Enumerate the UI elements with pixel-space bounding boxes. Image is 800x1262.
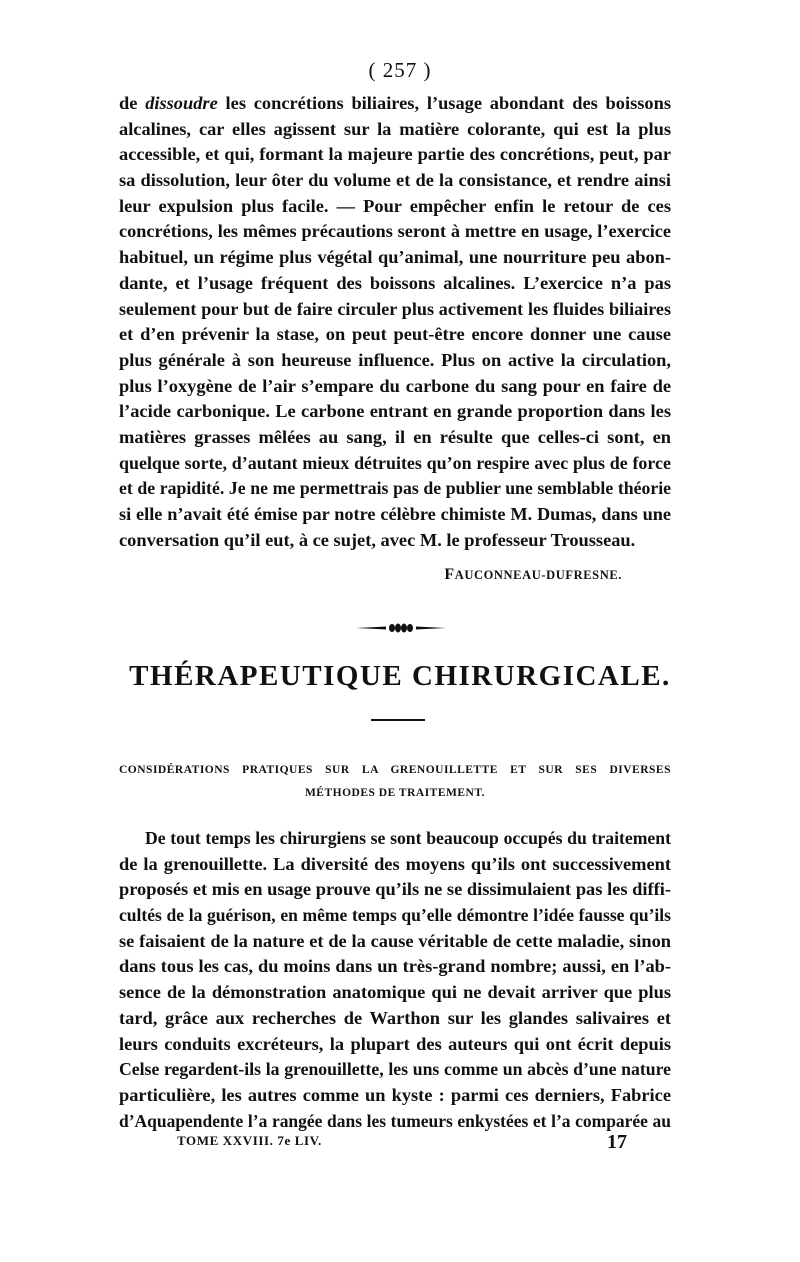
title-rule xyxy=(371,719,425,721)
text-line: tard, grâce aux recherches de Warthon sur les glandes salivaires et xyxy=(119,1007,671,1028)
text-line: et d’en prévenir la stase, on peut peut-être encore donner une cause xyxy=(119,324,671,345)
text-line: accessible, et qui, formant la majeure partie des concrétions, peut, par xyxy=(119,144,671,165)
volume-reference: TOME XXVIII. 7e LIV. xyxy=(177,1133,322,1148)
text-line: l’acide carbonique. Le carbone entrant en grande proportion dans les xyxy=(119,401,671,422)
text-line: leur expulsion plus facile. — Pour empêcher enfin le retour de ces xyxy=(119,195,671,216)
text-line: de la grenouillette. La diversité des moyens qu’ils ont successivement xyxy=(119,853,671,874)
text-line: et de rapidité. Je ne me permettrais pas de publier une semblable théorie xyxy=(119,478,671,499)
text-line: se faisaient de la nature et de la cause véritable de cette maladie, sinon xyxy=(119,930,671,951)
subtitle-line: MÉTHODES DE TRAITEMENT. xyxy=(304,787,486,799)
text-line: alcalines, car elles agissent sur la matière colorante, qui est la plus xyxy=(119,118,671,139)
text-line: Celse regardent-ils la grenouillette, les uns comme un abcès d’une nature xyxy=(119,1059,671,1080)
text-line: concrétions, les mêmes précautions seront à mettre en usage, l’exercice xyxy=(119,221,671,242)
text-line: sa dissolution, leur ôter du volume et de la consistance, et rendre ainsi xyxy=(119,170,671,191)
text-line: conversation qu’il eut, à ce sujet, avec M. le professeur Trousseau. xyxy=(119,529,636,550)
signature-mark: 17 xyxy=(607,1131,627,1153)
ornament-divider xyxy=(356,622,446,634)
text-line: dante, et l’usage fréquent des boissons alcalines. L’exercice n’a pas xyxy=(119,272,671,293)
text-line: quelque sorte, d’autant mieux détruites qu’on respire avec plus de force xyxy=(119,452,671,473)
text-line: particulière, les autres comme un kyste : parmi ces derniers, Fabrice xyxy=(119,1084,671,1105)
text-line: d’Aquapendente l’a rangée dans les tumeurs enkystées et l’a comparée au xyxy=(119,1110,671,1131)
text-line: cultés de la guérison, en même temps qu’elle démontre l’idée fausse qu’ils xyxy=(119,905,671,926)
text-line: plus l’oxygène de l’air s’empare du carbone du sang pour en faire de xyxy=(119,375,671,396)
body-paragraph-1 xyxy=(119,91,671,553)
article-subtitle xyxy=(119,759,671,805)
section-title: THÉRAPEUTIQUE CHIRURGICALE. xyxy=(129,660,671,692)
text-line: seulement pour but de faire circuler plus activement les fluides biliaires xyxy=(119,298,671,319)
page-footer xyxy=(177,1131,627,1153)
author-signature: FAUCONNEAU-DUFRESNE. xyxy=(444,566,622,583)
text-line: de dissoudre les concrétions biliaires, l’usage abondant des boissons xyxy=(119,93,671,113)
emphasized-word: dissoudre xyxy=(145,93,218,113)
page-number: ( 257 ) xyxy=(368,58,432,82)
subtitle-line: CONSIDÉRATIONS PRATIQUES SUR LA GRENOUILLETTE ET SUR SES DIVERSES xyxy=(119,764,671,776)
body-paragraph-2 xyxy=(119,826,671,1134)
text-line: proposés et mis en usage prouve qu’ils ne se dissimulaient pas les diffi- xyxy=(119,879,671,900)
text-line: dans tous les cas, du moins dans un très-grand nombre; aussi, en l’ab- xyxy=(119,956,671,977)
text-line: habituel, un régime plus végétal qu’animal, une nourriture peu abon- xyxy=(119,247,671,268)
text-line: si elle n’avait été émise par notre célèbre chimiste M. Dumas, dans une xyxy=(119,504,671,524)
text-line: plus générale à son heureuse influence. Plus on active la circulation, xyxy=(119,349,671,370)
text-line: sence de la démonstration anatomique qui ne devait arriver que plus xyxy=(119,982,671,1003)
text-line: leurs conduits excréteurs, la plupart des auteurs qui ont écrit depuis xyxy=(119,1033,671,1054)
text-line: De tout temps les chirurgiens se sont beaucoup occupés du traitement xyxy=(145,828,671,848)
text-line: matières grasses mêlées au sang, il en résulte que celles-ci sont, en xyxy=(119,426,671,447)
